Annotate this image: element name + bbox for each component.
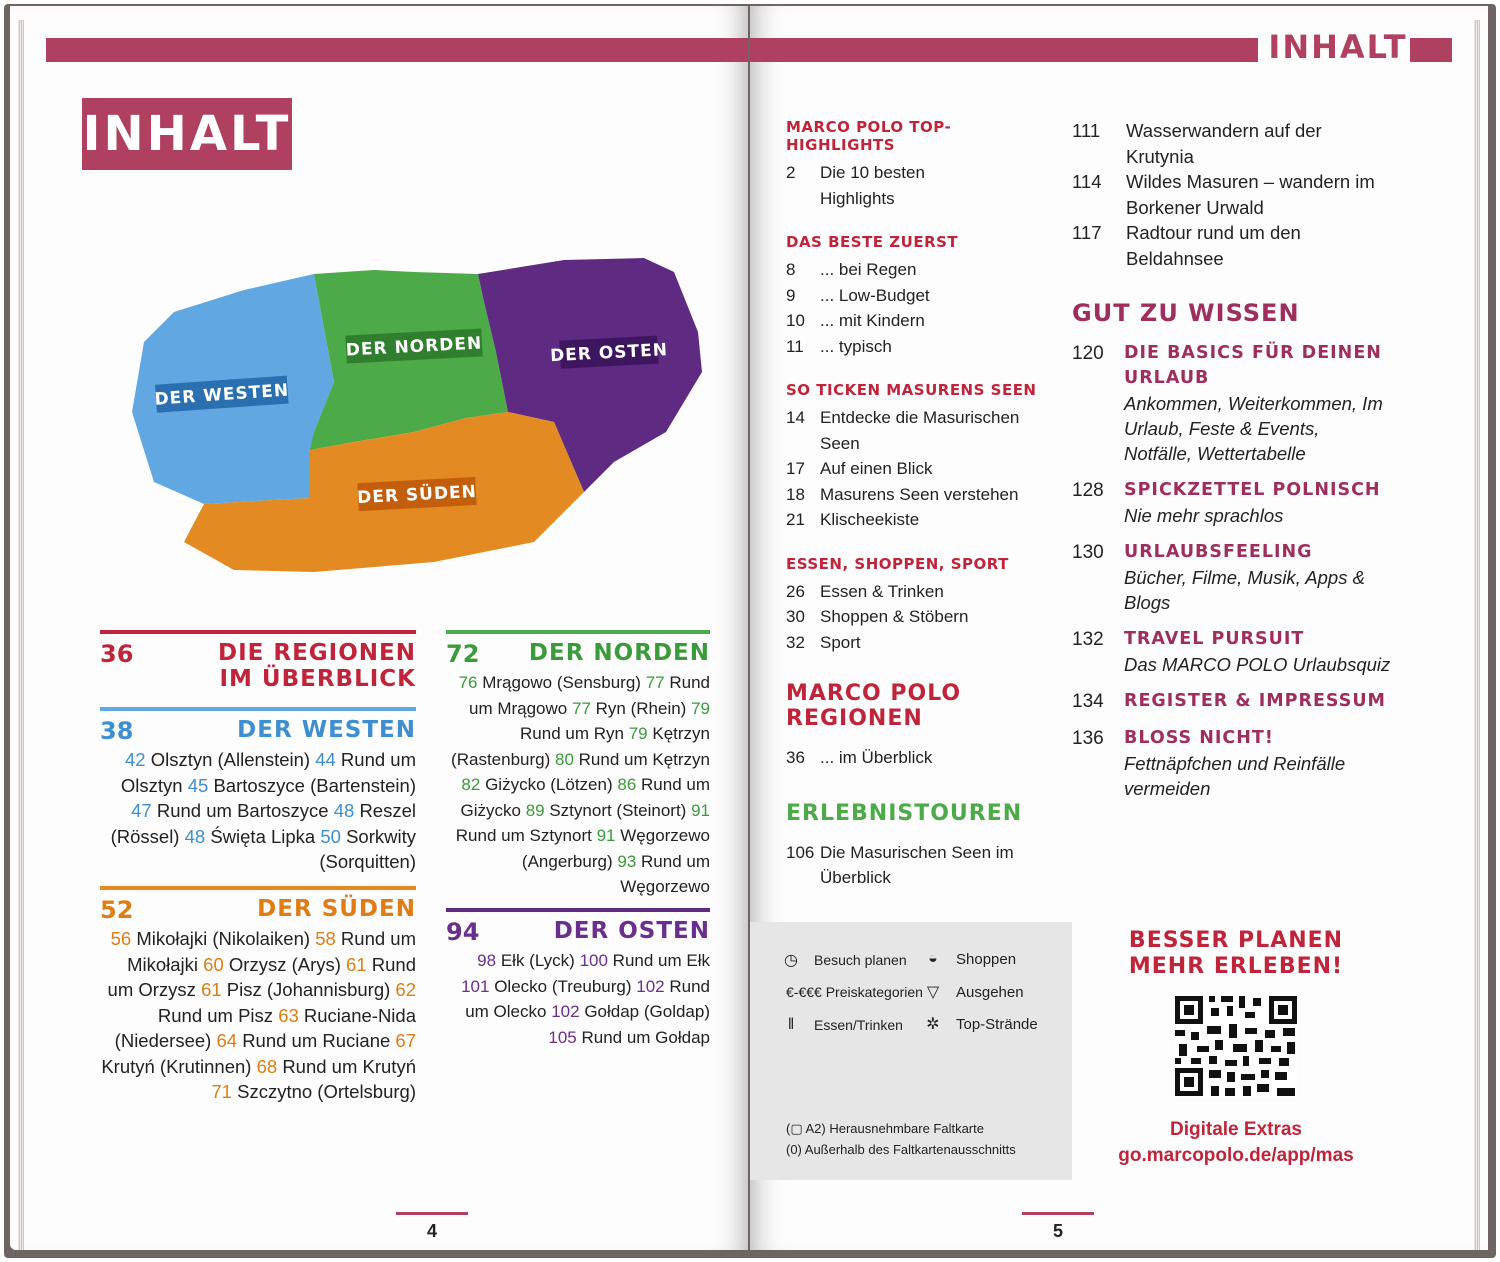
toc-item-bloss-nicht[interactable]: 136 BLOSS NICHT! Fettnäpfchen und Reinfälle vermeiden	[1072, 728, 1346, 799]
toc-item-travel-pursuit[interactable]: 132 TRAVEL PURSUIT Das MARCO POLO Urlaubsquiz	[1072, 629, 1391, 675]
toc-item-spickzettel[interactable]: 128 SPICKZETTEL POLNISCH Nie mehr sprachlos	[1072, 480, 1381, 526]
region-overview[interactable]	[100, 630, 416, 692]
region-rule	[446, 908, 710, 912]
region-south[interactable]	[100, 886, 416, 1105]
page-title: INHALT	[82, 98, 292, 170]
region-west[interactable]	[100, 707, 416, 875]
region-map	[114, 242, 714, 582]
folio-bar	[396, 1212, 468, 1215]
toc-column-2	[1072, 118, 1408, 813]
right-page	[750, 6, 1488, 1250]
map-label-east: DER OSTEN	[549, 340, 669, 367]
toc-column-1	[786, 118, 1046, 891]
top-bar	[750, 38, 1258, 62]
map-label-south: DER SÜDEN	[356, 481, 478, 509]
region-entries: 76 Mrągowo (Sensburg) 77 Rund um Mrągowo 77 Ryn (Rhein) 79 Rund um Ryn 79 Kętrzyn (Rastenburg) 80 Rund um Kętrzyn 82 Giżycko (Lötzen) 86 Rund um Giżycko 89 Sztynort (Steinort) 91 Rund um Sztynort 91 Węgorzewo (Angerburg) 93 Rund um Węgorzewo	[451, 673, 710, 896]
legend-item: ǁ Essen/Trinken	[780, 1016, 903, 1034]
region-entries: 42 Olsztyn (Allenstein) 44 Rund um Olsztyn 45 Bartoszyce (Bartenstein) 47 Rund um Bartoszyce 48 Reszel (Rössel) 48 Święta Lipka 50 Sorkwity (Sorquitten)	[110, 749, 416, 872]
folio-bar	[1022, 1212, 1094, 1215]
region-title: DER NORDEN	[528, 640, 710, 666]
region-entries: 56 Mikołajki (Nikolaiken) 58 Rund um Mikołajki 60 Orzysz (Arys) 61 Rund um Orzysz 61 Pisz (Johannisburg) 62 Rund um Pisz 63 Ruciane-Nida (Niedersee) 64 Rund um Ruciane 67 Krutyń (Krutinnen) 68 Rund um Krutyń 71 Szczytno (Ortelsburg)	[101, 928, 416, 1102]
region-north[interactable]	[446, 630, 710, 900]
toc-section-das-beste-zuerst[interactable]: DAS BESTE ZUERST 8 ... bei Regen 9 ... Low-Budget 10 ... mit Kindern 11 ... typisch	[786, 233, 959, 356]
region-title: DER SÜDEN	[257, 896, 416, 922]
toc-section-erlebnistouren[interactable]: ERLEBNISTOUREN 106 Die Masurischen Seen im Überblick	[786, 800, 1023, 887]
page-edge	[1474, 20, 1480, 1250]
map-label-west: DER WESTEN	[153, 380, 290, 410]
clock-icon: ◷	[784, 952, 798, 969]
legend-item: €-€€€ Preiskategorien	[786, 984, 923, 1000]
map-label-north: DER NORDEN	[345, 333, 483, 361]
region-title: DER OSTEN	[553, 918, 710, 944]
digital-extras-label: Digitale Extras	[1170, 1119, 1302, 1140]
page-number: 4	[392, 1212, 472, 1242]
region-east[interactable]	[446, 908, 710, 1050]
toc-section-highlights[interactable]: MARCO POLO TOP-HIGHLIGHTS 2 Die 10 besten Highlights	[786, 118, 952, 208]
digital-extras-promo	[1106, 928, 1366, 1169]
gut-zu-wissen-title: GUT ZU WISSEN	[1072, 299, 1300, 327]
promo-line-1: BESSER PLANEN	[1128, 928, 1344, 953]
header-title: INHALT	[1268, 28, 1408, 66]
region-entries: 98 Ełk (Lyck) 100 Rund um Ełk 101 Olecko (Treuburg) 102 Rund um Olecko 102 Gołdap (Goldap) 105 Rund um Gołdap	[461, 951, 710, 1047]
region-title: DER WESTEN	[237, 717, 416, 743]
region-page: 52	[100, 896, 134, 924]
legend-notes: (▢ A2) Herausnehmbare Faltkarte (0) Außerhalb des Faltkartenausschnitts	[786, 1121, 1016, 1157]
region-title: DIE REGIONEN IM ÜBERBLICK	[218, 640, 416, 692]
toc-section-essen-shoppen-sport[interactable]: ESSEN, SHOPPEN, SPORT 26 Essen & Trinken 30 Shoppen & Stöbern 32 Sport	[786, 554, 1009, 652]
region-page: 72	[446, 640, 480, 668]
region-rule	[446, 630, 710, 634]
promo-line-2: MEHR ERLEBEN!	[1128, 954, 1344, 979]
toc-item-register[interactable]: 134 REGISTER & IMPRESSUM	[1072, 691, 1386, 712]
left-page	[10, 6, 748, 1250]
toc-section-regionen[interactable]: MARCO POLO REGIONEN 36 ... im Überblick	[786, 681, 962, 767]
region-page: 36	[100, 640, 134, 668]
page-edge	[18, 20, 24, 1250]
legend-item: ▽ Ausgehen	[922, 982, 1024, 1002]
toc-item-urlaubsfeeling[interactable]: 130 URLAUBSFEELING Bücher, Filme, Musik, Apps & Blogs	[1072, 542, 1365, 613]
palm-icon: ✲	[926, 1016, 940, 1033]
basket-icon: ◒	[928, 950, 938, 967]
legend-item: ◒ Shoppen	[922, 950, 1016, 968]
digital-extras-link[interactable]: go.marcopolo.de/app/mas	[1118, 1145, 1354, 1166]
region-rule	[100, 886, 416, 890]
toc-touren-continued[interactable]: 111 Wasserwandern auf der Krutynia 114 Wildes Masuren – wandern im Borkener Urwald 117 Radtour rund um den Beldahnsee	[1072, 120, 1375, 269]
cocktail-icon: ▽	[926, 984, 940, 1001]
region-rule	[100, 630, 416, 634]
page-number: 5	[1018, 1212, 1098, 1242]
legend-item: ◷ Besuch planen	[780, 950, 907, 970]
toc-item-basics[interactable]: 120 DIE BASICS FÜR DEINEN URLAUB Ankommen, Weiterkommen, Im Urlaub, Feste & Events, Notfälle, Wettertabelle	[1072, 343, 1383, 464]
top-bar	[46, 38, 748, 62]
region-rule	[100, 707, 416, 711]
top-bar-end	[1410, 38, 1452, 62]
cutlery-icon: ǁ	[787, 1016, 795, 1033]
region-page: 94	[446, 918, 480, 946]
legend-item: ✲ Top-Strände	[922, 1014, 1038, 1034]
qr-code[interactable]	[1173, 994, 1299, 1098]
symbol-legend	[750, 922, 1072, 1180]
toc-section-so-ticken[interactable]: SO TICKEN MASURENS SEEN 14 Entdecke die Masurischen Seen 17 Auf einen Blick 18 Masurens Seen verstehen 21 Klischeekiste	[786, 381, 1037, 529]
region-page: 38	[100, 717, 134, 745]
